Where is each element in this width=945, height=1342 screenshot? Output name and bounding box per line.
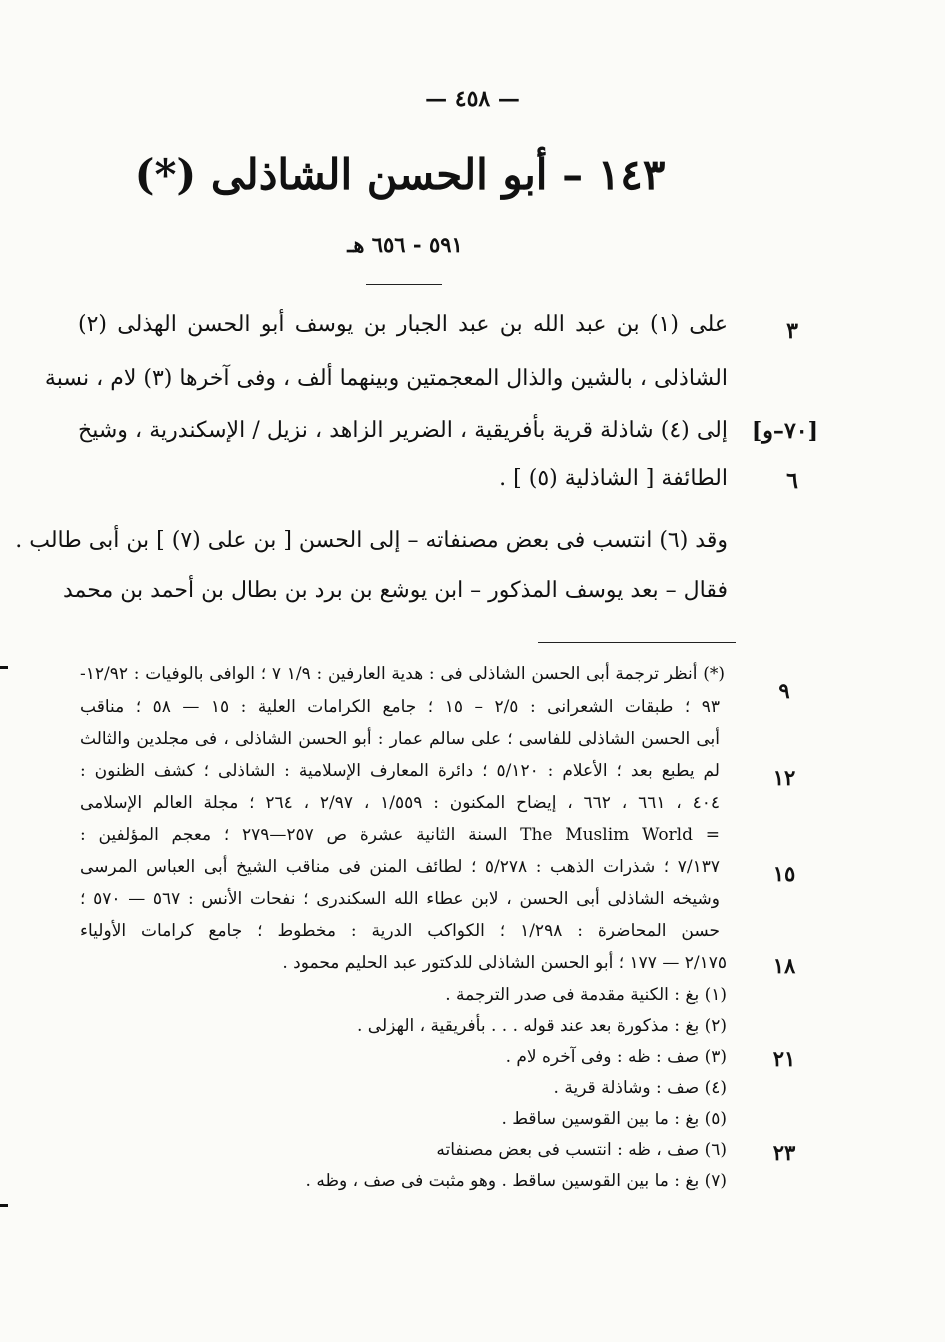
body-line: فقال – بعد يوسف المذكور – ابن يوشع بن برد بن بطال بن أحمد بن محمد (63, 578, 728, 603)
variant-note: (١) بغ : الكنية مقدمة فى صدر الترجمة . (445, 985, 727, 1005)
body-line: على (١) بن عبد الله بن عبد الجبار بن يوسف أبو الحسن الهذلى (٢) (78, 312, 728, 337)
variant-note: (٦) صف ، ظه : انتسب فى بعض مصنفاته (436, 1140, 727, 1160)
line-number: ١٢ (772, 765, 796, 790)
page-number: — ٤٥٨ — (425, 86, 520, 112)
body-line: وقد (٦) انتسب فى بعض مصنفاته – إلى الحسن [ بن على (٧) ] بن أبى طالب . (15, 528, 728, 553)
footnote-line: حسن المحاضرة : ١/٢٩٨ ؛ الكواكب الدرية : مخطوط ؛ جامع كرامات الأولياء (80, 921, 720, 941)
entry-title: ١٤٣ – أبو الحسن الشاذلى (*) (134, 150, 666, 199)
footnote-line: ٤٠٤ ، ٦٦١ ، ٦٦٢ ، إيضاح المكنون : ١/٥٥٩ ، ٢/٩٧ ، ٢٦٤ ؛ مجلة العالم الإسلامى (80, 793, 721, 813)
footnote-line: ٢/١٧٥ — ١٧٧ ؛ أبو الحسن الشاذلى للدكتور عبد الحليم محمود . (282, 953, 727, 973)
footnote-line: لم يطبع بعد ؛ الأعلام : ٥/١٢٠ ؛ دائرة المعارف الإسلامية : الشاذلى ؛ كشف الظنون : (80, 761, 720, 781)
entry-dates: ٥٩١ - ٦٥٦ هـ (347, 232, 463, 257)
folio-marker: [٧٠–و] (751, 418, 818, 444)
line-number: ٣ (786, 318, 798, 344)
line-number: ١٥ (772, 861, 796, 886)
footnote-line: ٧/١٣٧ ؛ شذرات الذهب : ٥/٢٧٨ ؛ لطائف المنن فى مناقب الشيخ أبى العباس المرسى (80, 857, 720, 877)
body-line: الطائفة [ الشاذلية (٥) ] . (499, 466, 728, 491)
variant-note: (٤) صف : وشاذلة قرية . (553, 1078, 727, 1098)
footnote-divider (538, 642, 736, 643)
scan-edge-mark (0, 666, 8, 669)
variant-note: (٥) بغ : ما بين القوسين ساقط . (501, 1109, 727, 1129)
footnote-line: ٩٣ ؛ طبقات الشعرانى : ٢/٥ – ١٥ ؛ جامع الكرامات العلية : ١٥ — ٥٨ ؛ مناقب (80, 697, 721, 717)
title-divider (366, 284, 442, 285)
scan-edge-mark (0, 1204, 8, 1207)
line-number: ٩ (778, 678, 790, 703)
footnote-line: = The Muslim World السنة الثانية عشرة ص ٢٥٧—٢٧٩ ؛ معجم المؤلفين : (80, 825, 720, 845)
line-number: ٢٣ (772, 1140, 796, 1165)
variant-note: (٣) صف : ظه : وفى آخره لام . (505, 1047, 727, 1067)
line-number: ١٨ (772, 953, 796, 978)
line-number: ٦ (786, 468, 798, 494)
variant-note: (٢) بغ : مذكورة بعد عند قوله . . . بأفريقية ، الهزلى . (356, 1016, 727, 1036)
body-line: الشاذلى ، بالشين والذال المعجمتين وبينهما ألف ، وفى آخرها (٣) لام ، نسبة (44, 366, 728, 391)
footnote-line: أبى الحسن الشاذلى للفاسى ؛ على سالم عمار : أبو الحسن الشاذلى ، فى مجلدين والثالث (80, 729, 720, 749)
variant-note: (٧) بغ : ما بين القوسين ساقط . وهو مثبت فى صف ، وظه . (305, 1171, 727, 1191)
line-number: ٢١ (772, 1046, 796, 1071)
footnote-line: (*) أنظر ترجمة أبى الحسن الشاذلى فى : هدية العارفين : ١/٩ ٧ ؛ الوافى بالوفيات : ١٢/٩٢- (80, 664, 726, 684)
footnote-line: وشيخه الشاذلى أبى الحسن ، لابن عطاء الله السكندرى ؛ نفحات الأنس : ٥٦٧ — ٥٧٠ ؛ (80, 889, 720, 909)
body-line: إلى (٤) شاذلة قرية بأفريقية ، الضرير الزاهد ، نزيل / الإسكندرية ، وشيخ (78, 418, 728, 443)
